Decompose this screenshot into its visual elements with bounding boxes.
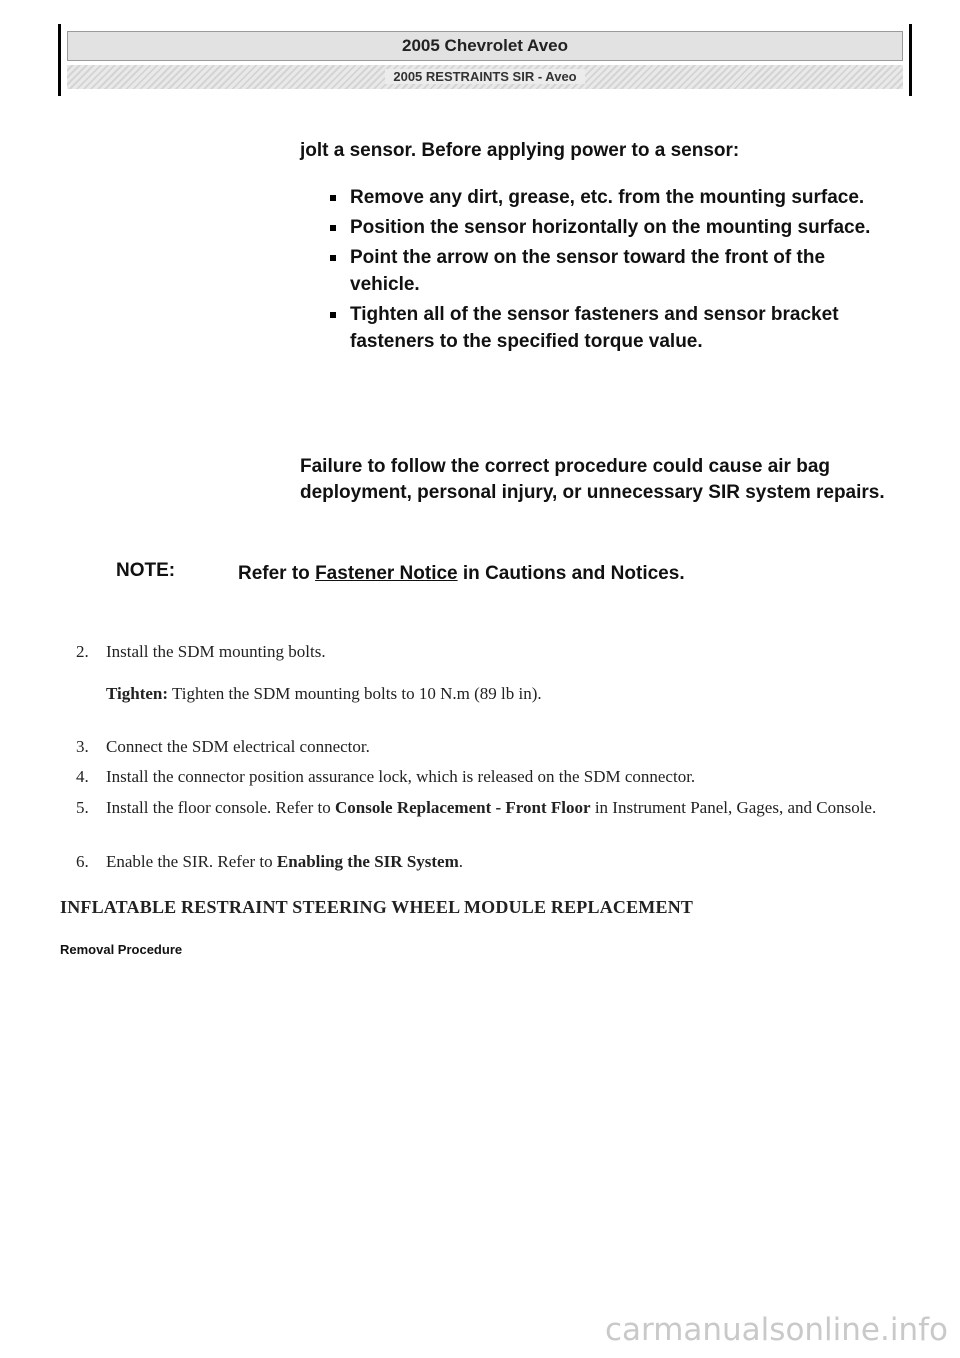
console-replacement-link[interactable]: Console Replacement - Front Floor (334, 798, 591, 817)
caution-bullet-list (330, 184, 890, 358)
step-text-pre: Enable the SIR. Refer to (106, 852, 277, 871)
caution-failure-text: Failure to follow the correct procedure could cause air bag deployment, personal injury, or unnecessary SIR system repairs. (300, 456, 885, 503)
step-number: 4. (76, 767, 89, 786)
caution-bullet: Tighten all of the sensor fasteners and sensor bracket fasteners to the specified torque value. (330, 301, 890, 355)
step-number: 2. (76, 642, 89, 661)
step-number: 6. (76, 852, 89, 871)
step-text-post: . (458, 852, 464, 871)
header-subtitle: 2005 RESTRAINTS SIR - Aveo (385, 69, 584, 84)
note-prefix: Refer to (238, 563, 316, 584)
step-text-post: in Instrument Panel, Gages, and Console. (590, 798, 877, 817)
header-subtitle-bar (67, 65, 903, 89)
step-text: Install the SDM mounting bolts. (106, 642, 326, 661)
step-number: 3. (76, 737, 89, 756)
step-number: 5. (76, 798, 89, 817)
caution-bullet: Remove any dirt, grease, etc. from the mounting surface. (330, 184, 890, 211)
watermark: carmanualsonline.info (604, 1312, 948, 1348)
note-label: NOTE: (116, 560, 176, 581)
section-subtitle: Removal Procedure (60, 942, 183, 957)
page-header (58, 24, 912, 96)
step-text: Install the connector position assurance lock, which is released on the SDM connector. (106, 767, 696, 786)
step-text: Connect the SDM electrical connector. (106, 737, 370, 756)
note-text (238, 560, 708, 587)
header-title: 2005 Chevrolet Aveo (67, 31, 903, 61)
step-text (106, 850, 906, 873)
caution-bullet: Point the arrow on the sensor toward the front of the vehicle. (330, 244, 890, 298)
tighten-spec (106, 684, 886, 704)
caution-bullet: Position the sensor horizontally on the mounting surface. (330, 214, 890, 241)
step-text-pre: Install the floor console. Refer to (106, 798, 335, 817)
fastener-notice-link[interactable]: Fastener Notice (315, 563, 458, 584)
caution-intro: jolt a sensor. Before applying power to a sensor: (300, 140, 740, 161)
note-suffix: in Cautions and Notices. (457, 563, 685, 584)
enabling-sir-link[interactable]: Enabling the SIR System (276, 852, 459, 871)
tighten-label: Tighten: (106, 684, 169, 703)
tighten-text: Tighten the SDM mounting bolts to 10 N.m (89 lb in). (168, 684, 542, 703)
step-text (106, 796, 906, 819)
section-title: INFLATABLE RESTRAINT STEERING WHEEL MODULE REPLACEMENT (60, 897, 694, 917)
